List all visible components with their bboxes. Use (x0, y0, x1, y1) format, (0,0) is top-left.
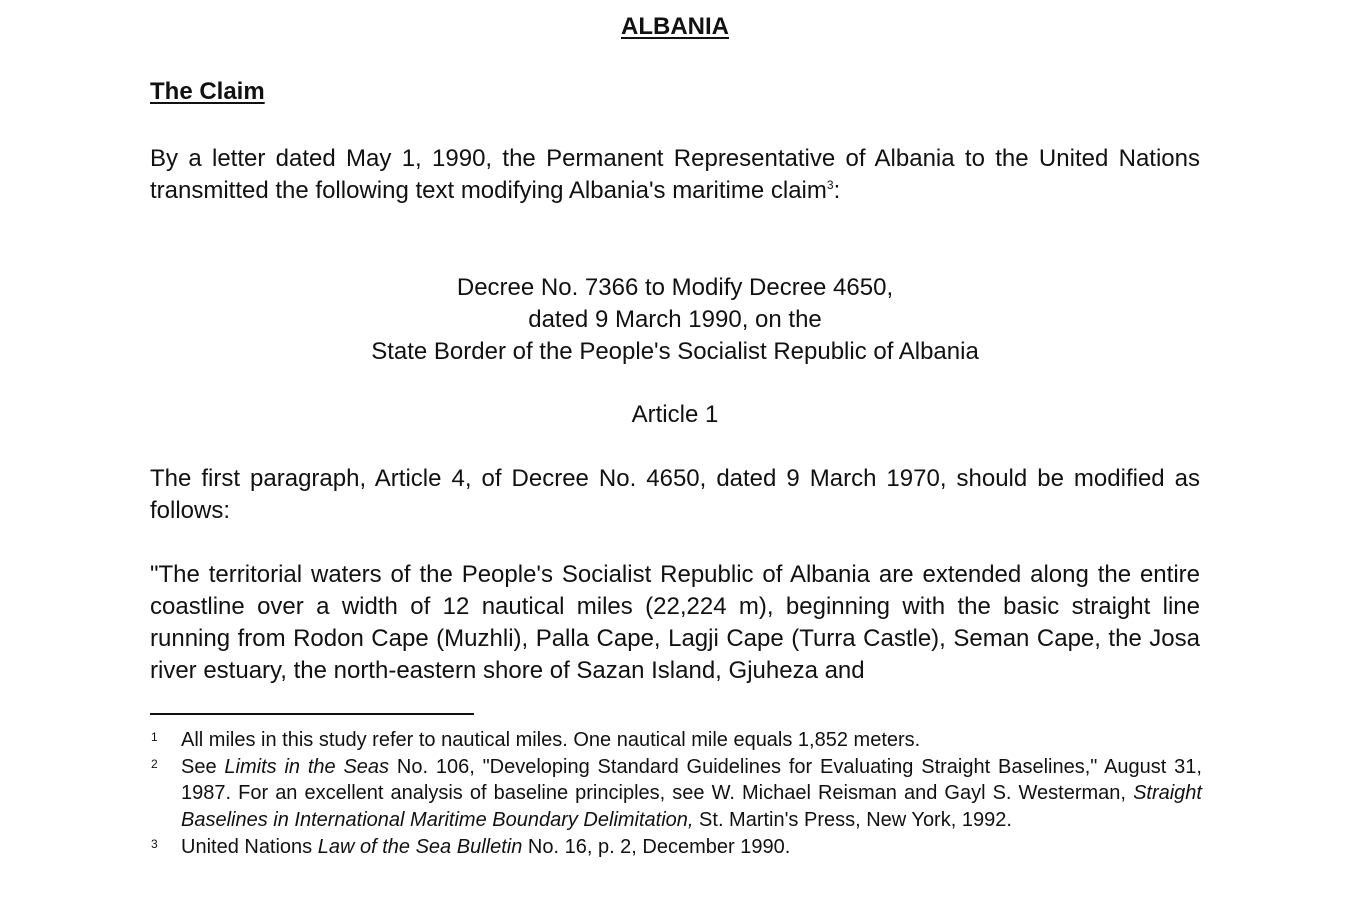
footnote-ref-3[interactable]: 3 (826, 178, 834, 192)
quoted-decree-text: "The territorial waters of the People's Socialist Republic of Albania are extended along the entire coastline over a width of 12 nautical miles (22,224 m), beginning with the basic straight line running from Rodon Cape (Muzhli), Palla Cape, Lagji Cape (Turra Castle), Seman Cape, the Josa river estuary, the north-eastern shore of Sazan Island, Gjuheza and (150, 561, 1200, 684)
footnote-number: 3 (151, 836, 158, 851)
decree-heading-line: Decree No. 7366 to Modify Decree 4650, (456, 274, 894, 301)
footnote-2 (150, 754, 1202, 834)
footnote-citation-title: Law of the Sea Bulletin (317, 835, 523, 858)
footnote-3 (150, 834, 1202, 861)
document-page (150, 0, 1202, 914)
footnotes (150, 727, 1202, 861)
intro-paragraph (150, 143, 1200, 207)
footnote-text: United Nations (181, 835, 318, 858)
decree-heading (150, 272, 1200, 368)
article-heading: Article 1 (631, 401, 719, 428)
footnote-text: All miles in this study refer to nautical miles. One nautical mile equals 1,852 meters. (181, 729, 921, 751)
footnote-citation-title: Limits in the Seas (224, 755, 390, 778)
footnote-text: See (181, 755, 225, 778)
article-paragraph: The first paragraph, Article 4, of Decree No. 4650, dated 9 March 1970, should be modified as follows: (150, 465, 1200, 524)
footnote-text: No. 106, "Developing Standard Guidelines for Evaluating Straight Baselines," August 31, 1987. For an excellent analysis of baseline principles, see W. Michael Reisman and Gayl S. Westerman, (181, 755, 1202, 805)
decree-heading-line: dated 9 March 1990, on the (528, 306, 822, 333)
footnote-number: 1 (151, 730, 158, 744)
footnote-citation-title: Straight Baselines in International Maritime Boundary Delimitation, (181, 782, 1202, 832)
intro-text: By a letter dated May 1, 1990, the Permanent Representative of Albania to the United Nations transmitted the following text modifying Albania's maritime claim (150, 145, 1200, 204)
decree-heading-line: State Border of the People's Socialist Republic of Albania (371, 338, 979, 365)
document-title: ALBANIA (621, 13, 729, 40)
footnote-number: 2 (151, 756, 158, 771)
intro-trailing: : (833, 177, 841, 204)
footnote-text: No. 16, p. 2, December 1990. (522, 835, 791, 858)
footnote-divider (150, 713, 474, 715)
footnote-1 (150, 727, 1202, 754)
footnote-text: St. Martin's Press, New York, 1992. (693, 809, 1012, 832)
section-heading: The Claim (150, 78, 265, 105)
